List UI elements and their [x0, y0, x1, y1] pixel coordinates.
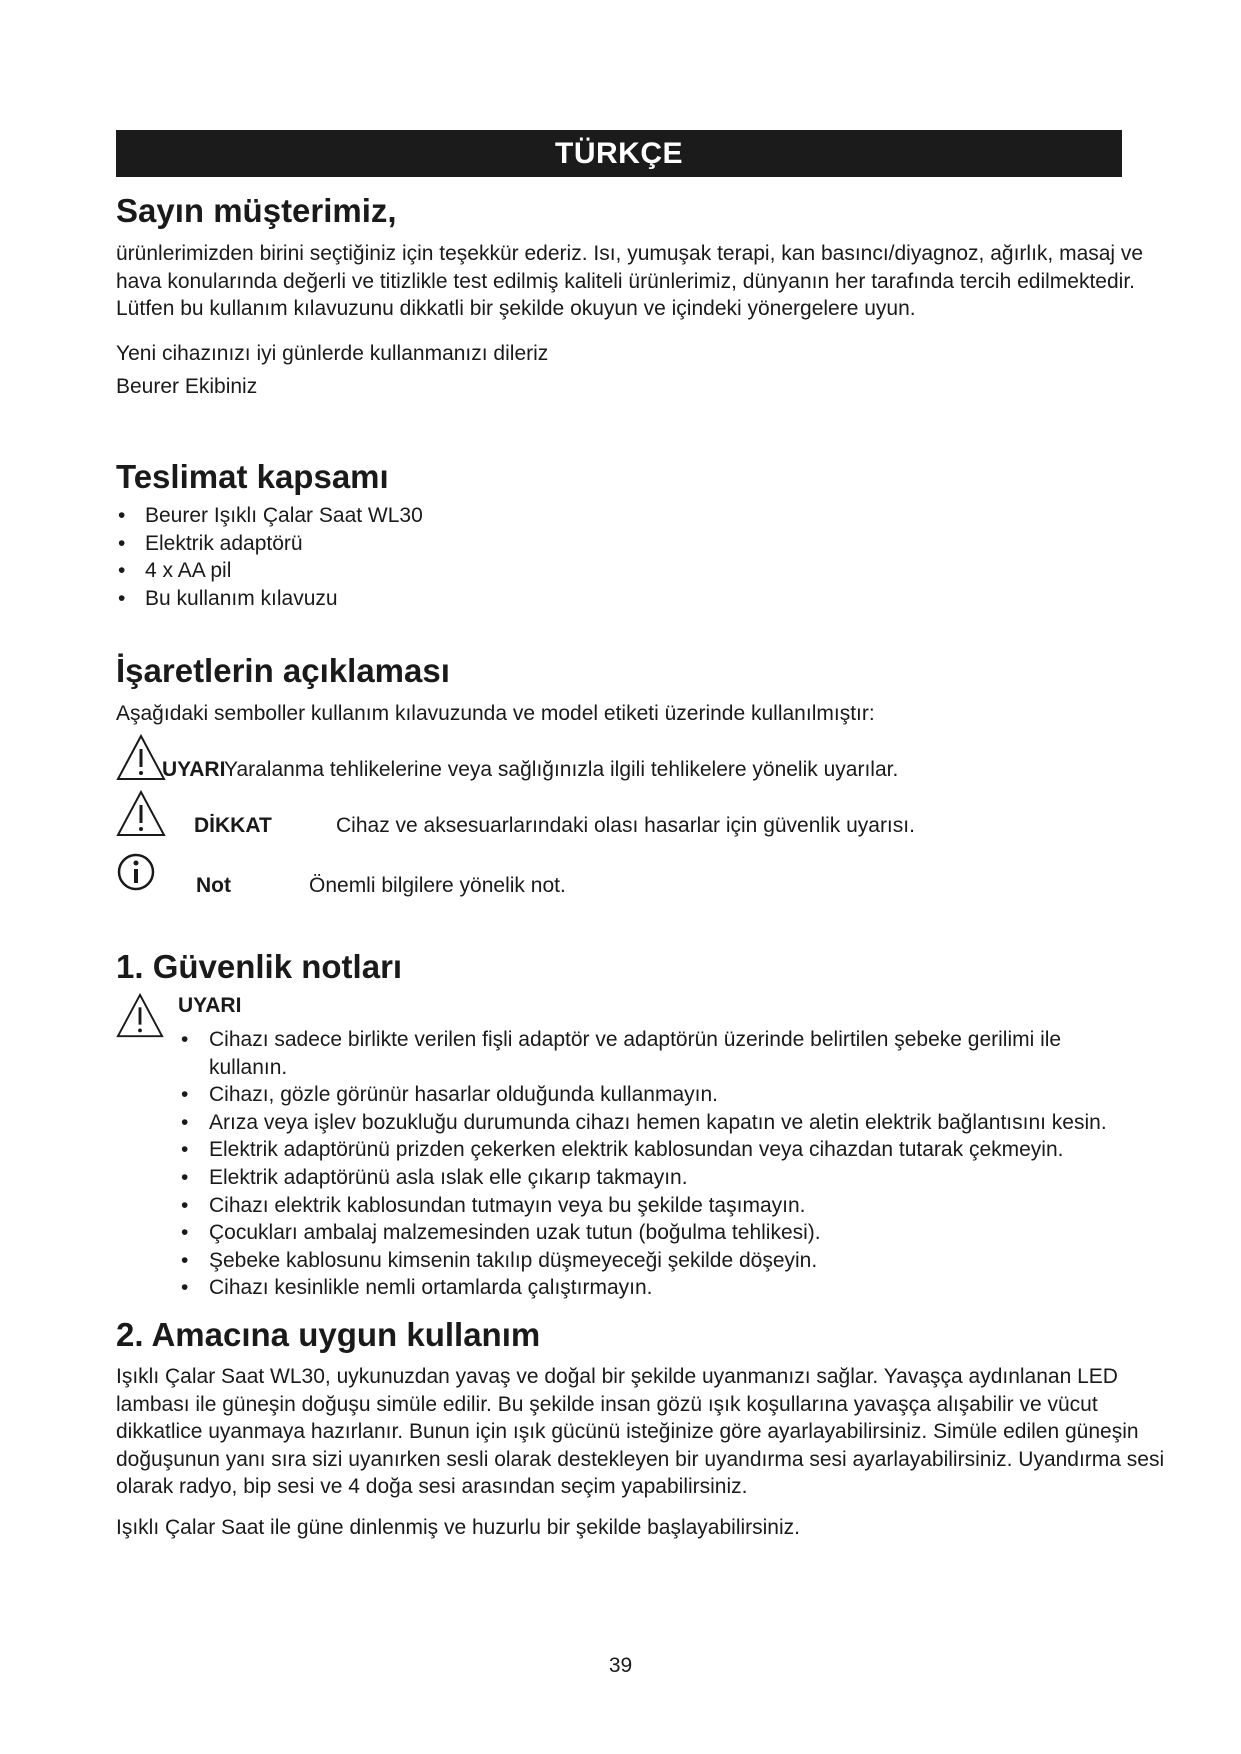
- greeting-title: Sayın müşterimiz,: [116, 192, 397, 229]
- list-item: • Cihazı elektrik kablosundan tutmayın veya bu şekilde taşımayın.: [180, 1192, 1130, 1220]
- symbol-row-warning: [116, 734, 1166, 784]
- warning-triangle-icon: [116, 734, 166, 788]
- symbol-row-caution: [116, 790, 1166, 840]
- intended-use-title: 2. Amacına uygun kullanım: [116, 1316, 541, 1353]
- list-item: • Şebeke kablosunu kimsenin takılıp düşmeyeceği şekilde döşeyin.: [180, 1247, 1130, 1275]
- greeting-paragraph: ürünlerimizden birini seçtiğiniz için teşekkür ederiz. Isı, yumuşak terapi, kan basıncı/diyagnoz, ağırlık, masaj ve hava konularında değerli ve titizlikle test edilmiş kaliteli ürünlerimiz, dünyanın her tarafında tercih edilmektedir. Lütfen bu kullanım kılavuzunu dikkatli bir şekilde okuyun ve içindeki yönergelere uyun.: [116, 242, 1144, 320]
- symbol-row-note: [116, 852, 1166, 902]
- greeting-signature: Beurer Ekibiniz: [116, 375, 258, 398]
- symbol-label: UYARI: [162, 758, 226, 781]
- symbol-text: Cihaz ve aksesuarlarındaki olası hasarlar için güvenlik uyarısı.: [336, 814, 915, 837]
- safety-warning-label: UYARI: [178, 994, 242, 1017]
- intended-use-closing: Işıklı Çalar Saat ile güne dinlenmiş ve huzurlu bir şekilde başlayabilirsiniz.: [116, 1516, 800, 1539]
- list-item: • Cihazı kesinlikle nemli ortamlarda çalıştırmayın.: [180, 1274, 1130, 1302]
- language-title: TÜRKÇE: [555, 136, 683, 170]
- list-item: • Arıza veya işlev bozukluğu durumunda cihazı hemen kapatın ve aletin elektrik bağlantısını kesin.: [180, 1109, 1130, 1137]
- list-item: • 4 x AA pil: [116, 557, 423, 585]
- list-item: • Elektrik adaptörü: [116, 530, 423, 558]
- list-item: • Beurer Işıklı Çalar Saat WL30: [116, 502, 423, 530]
- list-item: • Bu kullanım kılavuzu: [116, 585, 423, 613]
- list-item: • Elektrik adaptörünü asla ıslak elle çıkarıp takmayın.: [180, 1164, 1130, 1192]
- list-item: • Elektrik adaptörünü prizden çekerken elektrik kablosundan veya cihazdan tutarak çekmeyin.: [180, 1136, 1130, 1164]
- delivery-title: Teslimat kapsamı: [116, 458, 389, 495]
- language-header-bar: [116, 130, 1122, 177]
- safety-list: [180, 1026, 1130, 1302]
- symbol-label: DİKKAT: [194, 814, 272, 837]
- symbols-intro: Aşağıdaki semboller kullanım kılavuzunda ve model etiketi üzerinde kullanılmıştır:: [116, 702, 875, 725]
- intended-use-paragraph: Işıklı Çalar Saat WL30, uykunuzdan yavaş ve doğal bir şekilde uyanmanızı sağlar. Yavaşça aydınlanan LED lambası ile güneşin doğuşu simüle edilir. Bu şekilde insan gözü ışık koşullarına yavaşça alışabilir ve vücut dikkatlice uyanmaya hazırlanır. Bunun için ışık gücünü isteğinize göre ayarlayabilirsiniz. Simüle edilen güneşin doğuşunun yanı sıra sizi uyanırken sesli olarak destekleyen bir uyandırma sesi ayarlayabilirsiniz. Uyandırma sesi olarak radyo, bip sesi ve 4 doğa sesi arasından seçim yapabilirsiniz.: [116, 1365, 1165, 1498]
- caution-triangle-icon: [116, 790, 166, 844]
- safety-title: 1. Güvenlik notları: [116, 948, 403, 985]
- symbol-text: Yaralanma tehlikelerine veya sağlığınızla ilgili tehlikelere yönelik uyarılar.: [224, 758, 899, 781]
- info-circle-icon: [116, 852, 160, 902]
- symbol-label: Not: [196, 874, 231, 897]
- symbol-text: Önemli bilgilere yönelik not.: [309, 874, 566, 897]
- symbols-title: İşaretlerin açıklaması: [116, 652, 450, 689]
- safety-warning-icon: [116, 992, 164, 1045]
- list-item: • Cihazı sadece birlikte verilen fişli adaptör ve adaptörün üzerinde belirtilen şebeke gerilimi ile kullanın.: [180, 1026, 1130, 1081]
- list-item: • Çocukları ambalaj malzemesinden uzak tutun (boğulma tehlikesi).: [180, 1219, 1130, 1247]
- delivery-list: [116, 502, 423, 612]
- list-item: • Cihazı, gözle görünür hasarlar olduğunda kullanmayın.: [180, 1081, 1130, 1109]
- page-number: 39: [608, 1654, 633, 1677]
- greeting-wish: Yeni cihazınızı iyi günlerde kullanmanızı dileriz: [116, 342, 549, 365]
